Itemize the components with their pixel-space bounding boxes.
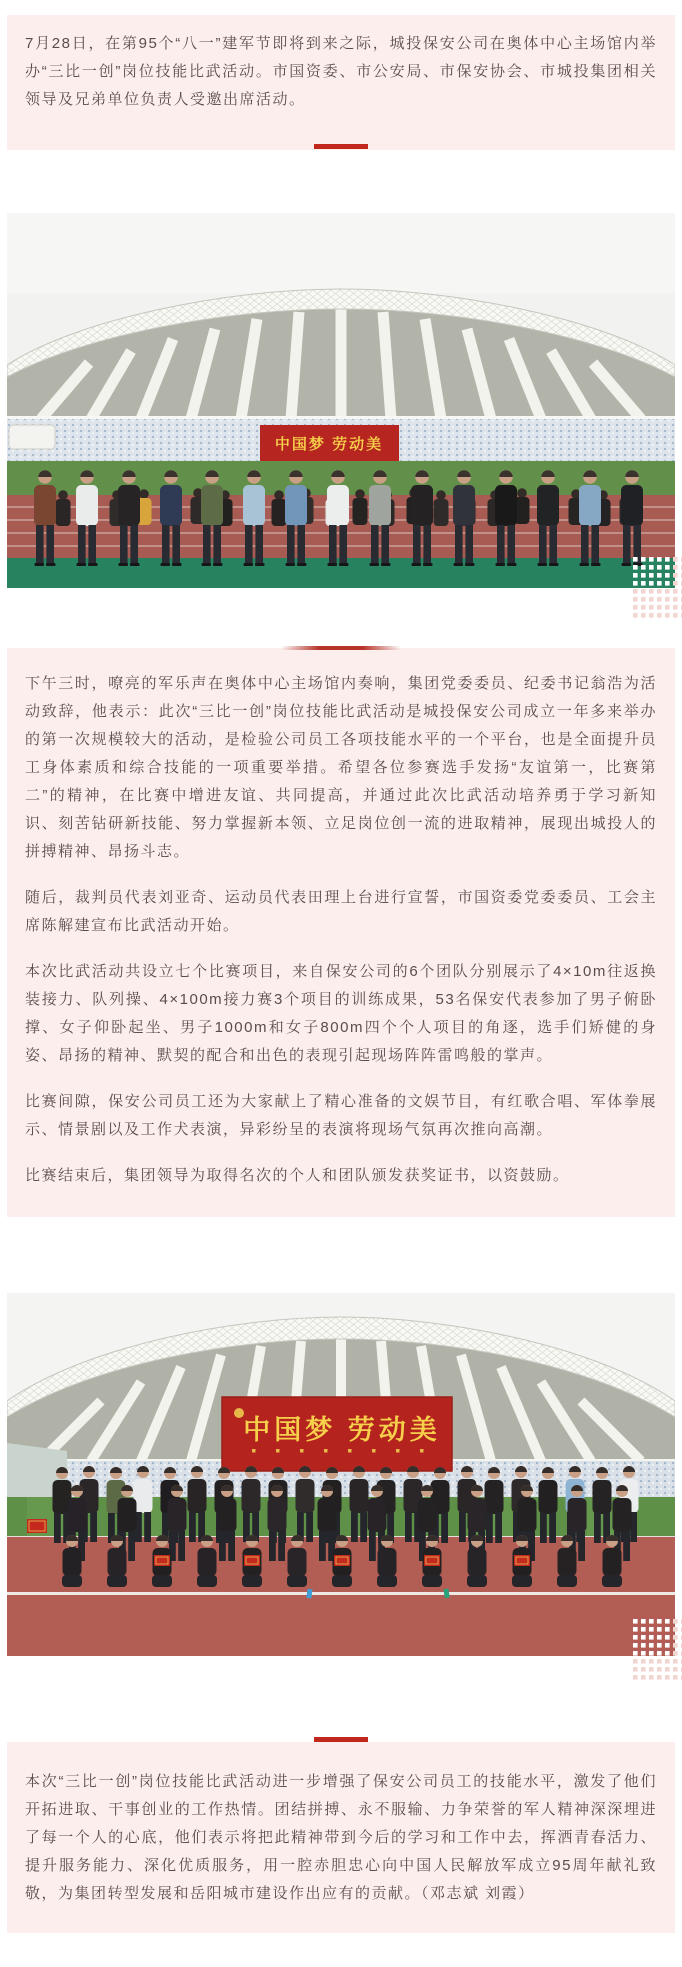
body-paragraph: 比赛结束后，集团领导为取得名次的个人和团队颁发获奖证书，以资鼓励。 (25, 1167, 570, 1184)
body-paragraph: 下午三时，嘹亮的军乐声在奥体中心主场馆内奏响，集团党委委员、纪委书记翁浩为活动致辞，他表示：此次“三比一创”岗位技能比武活动是城投保安公司成立一年多来举办的第一次规模较大的活动，是检验公司员工各项技能水平的一个平台，也是全面提升员工身体素质和综合技能的一项重要举措。希望各位参赛选手发扬“友谊第一，比赛第二”的精神，在比赛中增进友谊、共同提高，并通过此次比武活动培养勇于学习新知识、刻苦钻研新技能、努力掌握新本领、立足岗位创一流的进取精神，展现出城投人的拼搏精神、昂扬斗志。 (25, 675, 657, 860)
closing-section (7, 1742, 675, 1933)
body-section (7, 648, 675, 1217)
photo-stadium-lineup[interactable] (7, 213, 675, 588)
track-lane-line (7, 1592, 675, 1595)
body-paragraph: 比赛间隙，保安公司员工还为大家献上了精心准备的文娱节目，有红歌合唱、军体拳展示、情景剧以及工作犬表演，异彩纷呈的表演将现场气氛再次推向高潮。 (25, 1093, 657, 1138)
intro-paragraph: 7月28日，在第95个“八一”建军节即将到来之际，城投保安公司在奥体中心主场馆内举办“三比一创”岗位技能比武活动。市国资委、市公安局、市保安协会、市城投集团相关领导及兄弟单位负责人受邀出席活动。 (25, 35, 657, 108)
body-paragraph: 随后，裁判员代表刘亚奇、运动员代表田理上台进行宣誓，市国资委党委委员、工会主席陈解建宣布比武活动开始。 (25, 889, 657, 934)
banner-text: 中国梦 劳动美 (243, 1415, 441, 1445)
gradient-divider (281, 646, 401, 650)
banner (222, 1397, 452, 1471)
red-bar-divider (314, 144, 368, 149)
white-bus (9, 425, 55, 449)
closing-paragraph: 本次“三比一创”岗位技能比武活动进一步增强了保安公司员工的技能水平，激发了他们开拓进取、干事创业的工作热情。团结拼搏、永不服输、力争荣誉的军人精神深深埋进了每一个人的心底，他们表示将把此精神带到今后的学习和工作中去，挥洒青春活力、提升服务能力、深化优质服务，用一腔赤胆忠心向中国人民解放军成立95周年献礼致敬，为集团转型发展和岳阳城市建设作出应有的贡献。（邓志斌 刘霞） (25, 1773, 657, 1902)
banner (260, 425, 399, 463)
intro-section (7, 15, 675, 150)
stadium-photo-illustration (7, 213, 675, 588)
photo-group-black-tees[interactable] (7, 1293, 675, 1656)
body-paragraph: 本次比武活动共设立七个比赛项目，来自保安公司的6个团队分别展示了4×10m往返换装接力、队列操、4×100m接力赛3个项目的训练成果，53名保安代表参加了男子俯卧撑、女子仰卧起坐、男子1000m和女子800m四个个人项目的角逐，选手们矫健的身姿、昂扬的精神、默契的配合和出色的表现引起现场阵阵雷鸣般的掌声。 (25, 963, 657, 1064)
group-photo-illustration (7, 1293, 675, 1656)
banner-text: 中国梦 劳动美 (274, 436, 384, 453)
